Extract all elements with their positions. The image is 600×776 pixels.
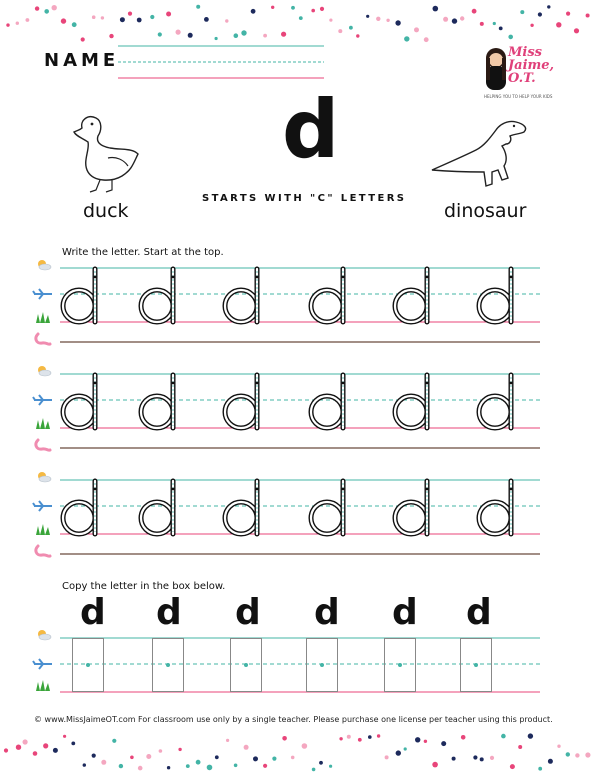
copy-box[interactable] <box>152 638 184 692</box>
practice-row <box>30 468 550 564</box>
sun-cloud-icon <box>38 260 51 270</box>
trace-letter-d[interactable] <box>225 269 258 322</box>
sun-cloud-icon <box>38 366 51 376</box>
copy-model-letter: d <box>80 592 106 633</box>
trace-letter-d[interactable] <box>141 375 174 428</box>
sun-cloud-icon <box>38 472 51 482</box>
grass-icon <box>36 680 50 691</box>
trace-letter-d[interactable] <box>479 375 512 428</box>
start-dot <box>474 663 478 667</box>
grass-icon <box>36 418 50 429</box>
grass-icon <box>36 312 50 323</box>
logo-wordmark: Miss Jaime, O.T. <box>508 45 555 86</box>
start-dot <box>166 663 170 667</box>
word-duck: duck <box>83 200 129 222</box>
worm-icon <box>36 546 50 556</box>
copy-model-letter: d <box>466 592 492 633</box>
logo-tagline: HELPING YOU TO HELP YOUR KIDS <box>484 94 553 99</box>
copyright-footer: © www.MissJaimeOT.com For classroom use only by a single teacher. Please purchase one license per teacher using this product. <box>34 715 553 724</box>
copy-box[interactable] <box>460 638 492 692</box>
trace-letter-d[interactable] <box>63 375 96 428</box>
copy-model-letter: d <box>314 592 340 633</box>
copy-box[interactable] <box>230 638 262 692</box>
worm-icon <box>36 440 50 450</box>
start-dot <box>320 663 324 667</box>
trace-letter-d[interactable] <box>311 375 344 428</box>
word-dinosaur: dinosaur <box>444 200 527 222</box>
worm-icon <box>36 334 50 344</box>
featured-letter: d <box>282 83 340 176</box>
start-dot <box>398 663 402 667</box>
airplane-icon <box>33 501 52 511</box>
copy-box[interactable] <box>384 638 416 692</box>
trace-letter-d[interactable] <box>63 269 96 322</box>
copy-model-letter: d <box>235 592 261 633</box>
copy-box[interactable] <box>306 638 338 692</box>
trace-letter-d[interactable] <box>395 269 428 322</box>
bottom-dot-border <box>0 730 600 776</box>
practice-row <box>30 362 550 458</box>
trace-letter-d[interactable] <box>395 375 428 428</box>
trace-letter-d[interactable] <box>311 481 344 534</box>
copy-instruction: Copy the letter in the box below. <box>62 581 226 592</box>
start-dot <box>86 663 90 667</box>
trace-letter-d[interactable] <box>141 269 174 322</box>
trace-letter-d[interactable] <box>225 481 258 534</box>
name-write-lines <box>118 44 324 80</box>
airplane-icon <box>33 395 52 405</box>
trace-letter-d[interactable] <box>141 481 174 534</box>
trace-letter-d[interactable] <box>225 375 258 428</box>
copy-model-letter: d <box>156 592 182 633</box>
grass-icon <box>36 524 50 535</box>
copy-model-letter: d <box>392 592 418 633</box>
practice-row <box>30 256 550 352</box>
airplane-icon <box>33 289 52 299</box>
trace-letter-d[interactable] <box>395 481 428 534</box>
trace-letter-d[interactable] <box>63 481 96 534</box>
practice-instruction: Write the letter. Start at the top. <box>62 247 224 258</box>
trace-letter-d[interactable] <box>479 481 512 534</box>
name-label: NAME <box>44 50 120 71</box>
trace-letter-d[interactable] <box>311 269 344 322</box>
duck-illustration <box>72 110 144 196</box>
copy-box[interactable] <box>72 638 104 692</box>
dinosaur-illustration <box>430 116 530 192</box>
airplane-icon <box>33 659 52 669</box>
letter-group-subtitle: STARTS WITH "C" LETTERS <box>202 193 407 204</box>
sun-cloud-icon <box>38 630 51 640</box>
trace-letter-d[interactable] <box>479 269 512 322</box>
start-dot <box>244 663 248 667</box>
